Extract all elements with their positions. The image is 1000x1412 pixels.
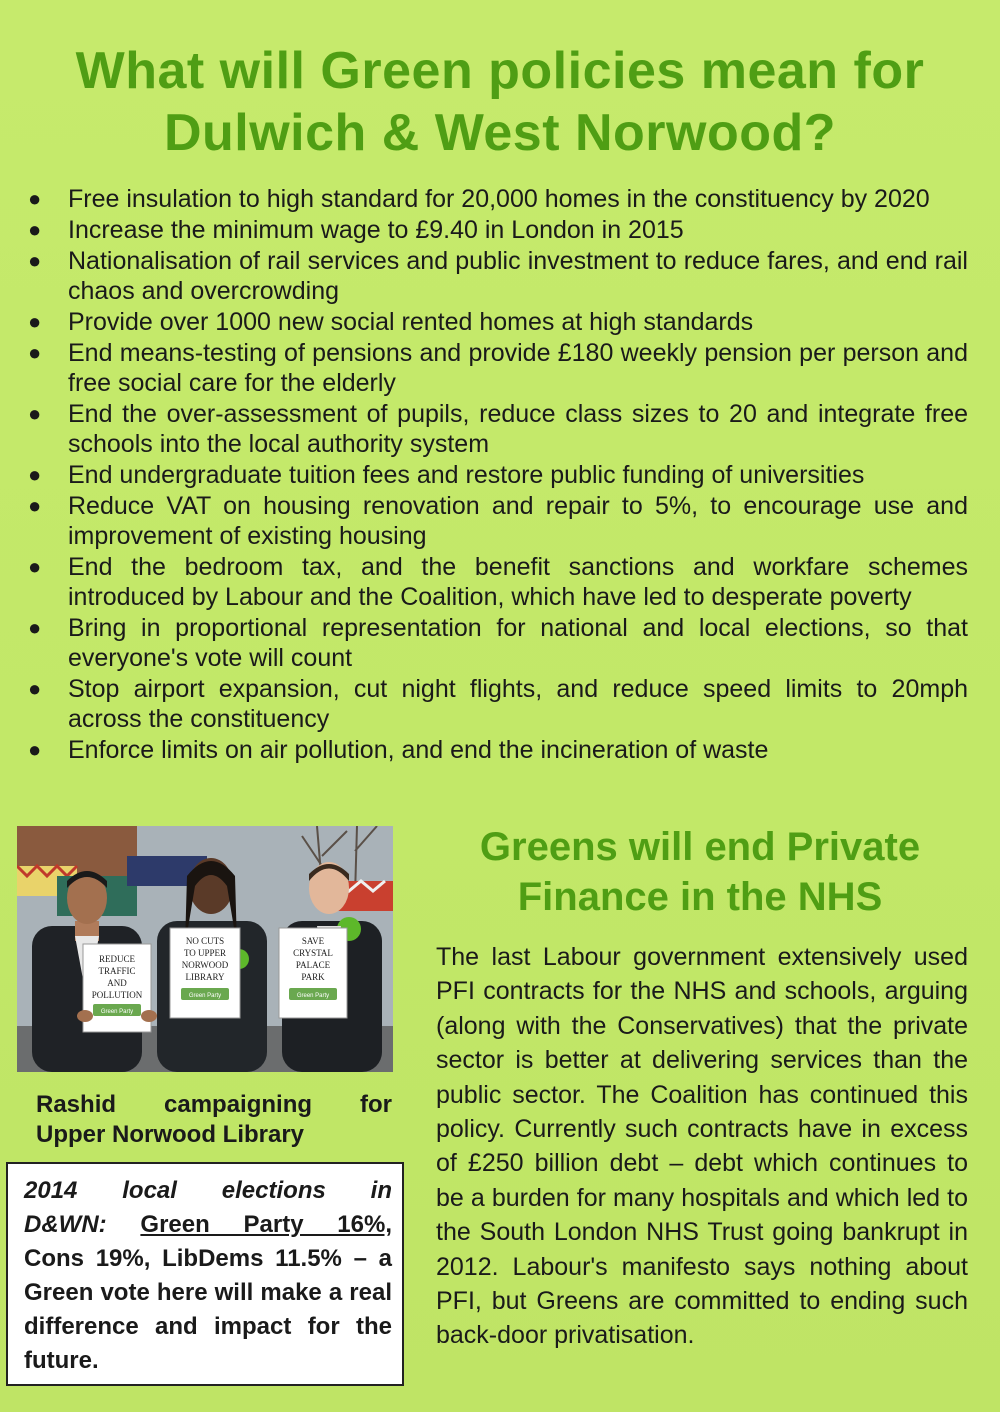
placard-right-line-1: SAVE [301, 936, 325, 946]
policy-item [28, 552, 968, 612]
placard-right-line-2: CRYSTAL [293, 948, 333, 958]
placard-right-line-3: PALACE [295, 960, 331, 970]
placard-middle-line-2: TO UPPER [183, 948, 227, 958]
bullet-icon: ● [28, 340, 42, 365]
main-headline [20, 40, 980, 164]
policy-text: Free insulation to high standard for 20,000 homes in the constituency by 2020 [68, 185, 930, 213]
placard-middle [170, 928, 240, 1018]
bullet-icon: ● [28, 217, 42, 242]
placard-right-line-4: PARK [301, 972, 325, 982]
policy-item [28, 246, 968, 306]
bullet-icon: ● [28, 676, 42, 701]
policy-text: End undergraduate tuition fees and restore public funding of universities [68, 461, 865, 489]
placard-middle-line-4: LIBRARY [185, 972, 225, 982]
policy-item [28, 307, 968, 337]
policy-list [28, 184, 968, 766]
nhs-heading-line-2: Finance in the NHS [517, 875, 883, 919]
election-line-2: D&WN: Green Party 16%, [24, 1211, 392, 1238]
nhs-heading-line-1: Greens will end Private [479, 825, 921, 869]
placard-left-line-1: REDUCE [99, 954, 135, 964]
policy-item [28, 184, 968, 214]
policy-text: Bring in proportional representation for national and local elections, so that everyone's vote will count [68, 614, 968, 672]
bullet-icon: ● [28, 615, 42, 640]
campaign-photo-illustration [17, 826, 393, 1072]
placard-middle-party-tag: Green Party [188, 993, 222, 999]
policy-text: Stop airport expansion, cut night flights, and reduce speed limits to 20mph across the constituency [68, 675, 968, 733]
election-area: D&WN [24, 1211, 99, 1238]
bullet-icon: ● [28, 309, 42, 334]
policy-item [28, 674, 968, 734]
policy-item [28, 735, 968, 765]
placard-left [83, 944, 151, 1032]
policy-text: Increase the minimum wage to £9.40 in London in 2015 [68, 216, 684, 244]
placard-right [279, 928, 347, 1018]
policy-item [28, 338, 968, 398]
bullet-icon: ● [28, 737, 42, 762]
policy-item [28, 460, 968, 490]
nhs-heading [440, 822, 960, 922]
placard-middle-line-1: NO CUTS [185, 936, 225, 946]
policy-text: End the over-assessment of pupils, reduce class sizes to 20 and integrate free schools into the local authority system [68, 400, 968, 458]
placard-left-party-tag: Green Party [100, 1009, 134, 1015]
policy-text: Enforce limits on air pollution, and end the incineration of waste [68, 736, 769, 764]
placard-right-party-tag: Green Party [296, 993, 330, 999]
nhs-body-text: The last Labour government extensively used PFI contracts for the NHS and schools, arguing (along with the Conservatives) that the private sector is better at delivering services than the public sector. The Coalition has continued this policy. Currently such contracts have in excess of £250 billion debt – debt which continues to be a burden for many hospitals and which led to the South London NHS Trust going bankrupt in 2012. Labour's manifesto says nothing about PFI, but Greens are committed to ending such back-door privatisation. [436, 943, 968, 1350]
policy-text: Nationalisation of rail services and public investment to reduce fares, and end rail chaos and overcrowding [68, 247, 968, 305]
placard-middle-line-3: NORWOOD [181, 960, 229, 970]
policy-item [28, 215, 968, 245]
headline-line-1: What will Green policies mean for [75, 42, 925, 100]
election-year-label: 2014 local elections in [24, 1177, 392, 1204]
election-summary: Cons 19%, LibDems 11.5% – a Green vote here will make a real difference and impact for the future. [24, 1245, 392, 1374]
bullet-icon: ● [28, 401, 42, 426]
green-party-result: Green Party 16%, [140, 1211, 392, 1238]
photo-caption [36, 1090, 392, 1150]
bullet-icon: ● [28, 248, 42, 273]
policy-item [28, 399, 968, 459]
placard-left-line-4: POLLUTION [91, 990, 143, 1000]
placard-left-line-2: TRAFFIC [98, 966, 136, 976]
caption-line-1: Rashid campaigning for [36, 1091, 392, 1118]
policy-text: End means-testing of pensions and provide £180 weekly pension per person and free social care for the elderly [68, 339, 968, 397]
policy-text: Reduce VAT on housing renovation and repair to 5%, to encourage use and improvement of existing housing [68, 492, 968, 550]
campaign-photo [17, 826, 393, 1072]
policy-text: Provide over 1000 new social rented homes at high standards [68, 308, 754, 336]
headline-line-2: Dulwich & West Norwood? [163, 104, 837, 162]
policy-item [28, 491, 968, 551]
bullet-icon: ● [28, 554, 42, 579]
election-results-box [6, 1162, 404, 1386]
bullet-icon: ● [28, 186, 42, 211]
policy-text: End the bedroom tax, and the benefit sanctions and workfare schemes introduced by Labour and the Coalition, which have led to desperate poverty [68, 553, 968, 611]
bullet-icon: ● [28, 462, 42, 487]
bullet-icon: ● [28, 493, 42, 518]
placard-left-line-3: AND [107, 978, 127, 988]
caption-line-2: Upper Norwood Library [36, 1121, 305, 1148]
policy-item [28, 613, 968, 673]
